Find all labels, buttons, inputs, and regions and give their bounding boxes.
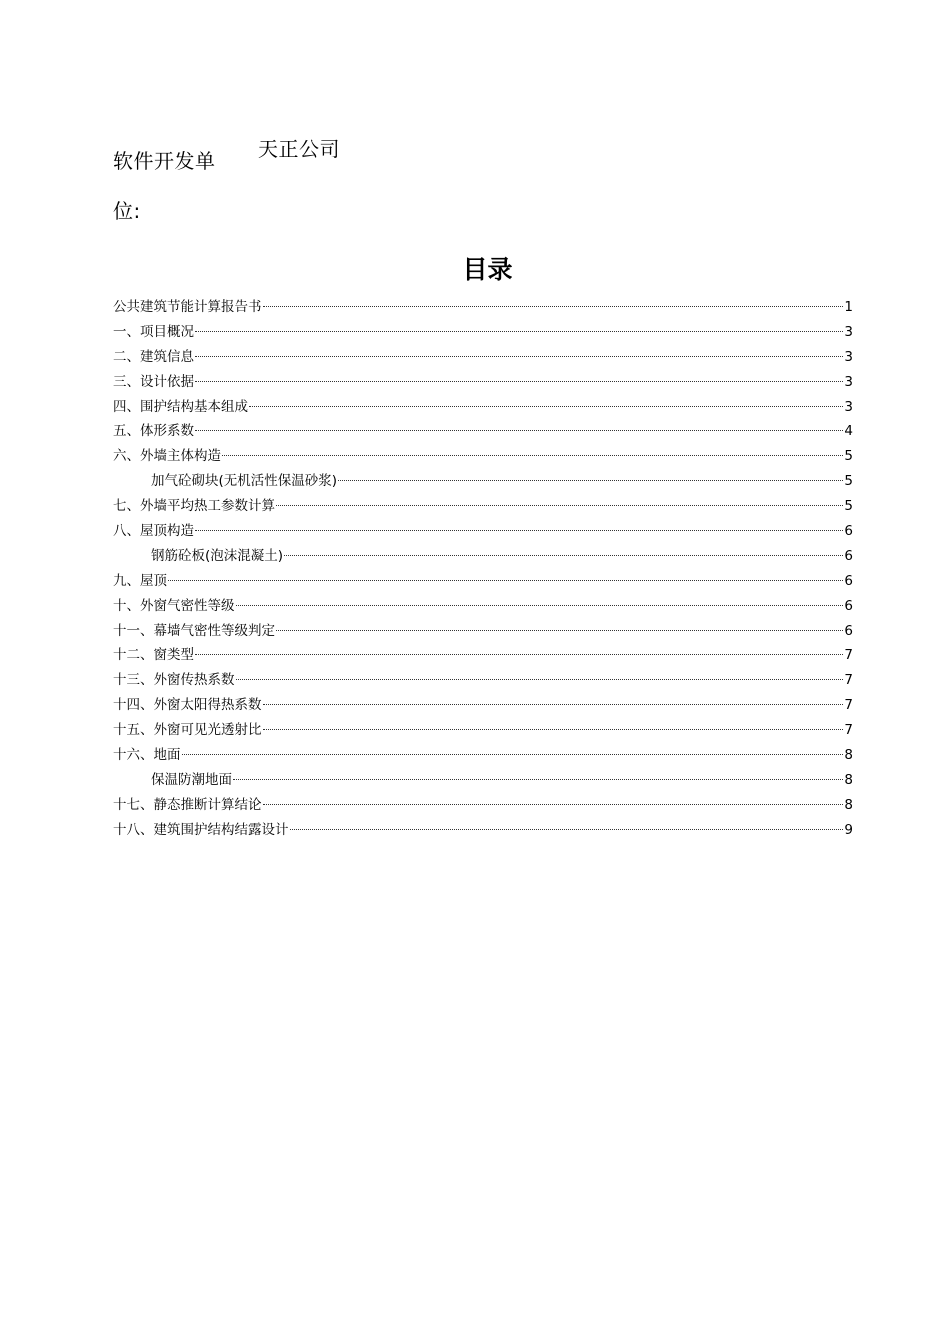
toc-entry-title: 二、建筑信息 xyxy=(113,348,194,365)
toc-entry[interactable] xyxy=(113,295,853,320)
toc-entry[interactable] xyxy=(113,519,853,544)
toc-entry-page: 7 xyxy=(844,722,853,739)
toc-entry-page: 5 xyxy=(844,448,853,465)
toc-dot-leader xyxy=(249,406,843,407)
toc-entry-title: 钢筋砼板(泡沫混凝土) xyxy=(151,547,284,564)
toc-dot-leader xyxy=(263,729,844,730)
toc-dot-leader xyxy=(168,580,843,581)
toc-dot-leader xyxy=(195,331,843,332)
toc-dot-leader xyxy=(263,306,844,307)
toc-dot-leader xyxy=(263,704,844,705)
toc-entry[interactable] xyxy=(113,494,853,519)
toc-dot-leader xyxy=(222,455,843,456)
toc-entry-page: 6 xyxy=(844,622,853,639)
toc-entry-title: 三、设计依据 xyxy=(113,373,194,390)
toc-dot-leader xyxy=(338,480,843,481)
toc-entry-title: 六、外墙主体构造 xyxy=(113,448,221,465)
toc-entry[interactable] xyxy=(113,395,853,420)
toc-dot-leader xyxy=(284,555,843,556)
toc-entry-title: 十五、外窗可见光透射比 xyxy=(113,722,262,739)
toc-entry-page: 5 xyxy=(844,498,853,515)
toc-entry[interactable] xyxy=(113,818,853,843)
toc-entry-title: 十六、地面 xyxy=(113,747,181,764)
toc-entry-page: 4 xyxy=(844,423,853,440)
toc-entry[interactable] xyxy=(113,619,853,644)
toc-dot-leader xyxy=(236,605,844,606)
toc-entry-page: 8 xyxy=(844,771,853,788)
toc-entry-title: 一、项目概况 xyxy=(113,323,194,340)
toc-entry-page: 3 xyxy=(844,373,853,390)
toc-dot-leader xyxy=(263,804,844,805)
toc-entry[interactable] xyxy=(113,419,853,444)
toc-entry-page: 6 xyxy=(844,547,853,564)
toc-dot-leader xyxy=(195,654,843,655)
toc-entry[interactable] xyxy=(113,643,853,668)
toc-entry-title: 八、屋顶构造 xyxy=(113,523,194,540)
toc-entry[interactable] xyxy=(113,320,853,345)
toc-entry-page: 3 xyxy=(844,348,853,365)
toc-entry-title: 十、外窗气密性等级 xyxy=(113,597,235,614)
toc-entry-page: 8 xyxy=(844,747,853,764)
toc-entry-title: 公共建筑节能计算报告书 xyxy=(113,299,262,315)
toc-dot-leader xyxy=(195,356,843,357)
toc-entry-page: 1 xyxy=(844,299,853,315)
toc-entry-page: 7 xyxy=(844,672,853,689)
toc-entry-title: 四、围护结构基本组成 xyxy=(113,398,248,415)
toc-dot-leader xyxy=(276,505,843,506)
toc-entry[interactable] xyxy=(113,569,853,594)
toc-dot-leader xyxy=(195,381,843,382)
toc-title: 目录 xyxy=(462,255,513,284)
toc-entry-page: 5 xyxy=(844,473,853,490)
toc-entry[interactable] xyxy=(113,743,853,768)
toc-entry-title: 十二、窗类型 xyxy=(113,647,194,664)
toc-entry-page: 6 xyxy=(844,572,853,589)
toc-dot-leader xyxy=(236,679,844,680)
developer-value: 天正公司 xyxy=(258,137,340,161)
toc-entry-title: 九、屋顶 xyxy=(113,572,167,589)
toc-entry[interactable] xyxy=(113,444,853,469)
toc-entry[interactable] xyxy=(113,370,853,395)
toc-dot-leader xyxy=(182,754,844,755)
toc-entry[interactable] xyxy=(113,469,853,494)
toc-entry[interactable] xyxy=(113,768,853,793)
toc-entry-page: 7 xyxy=(844,697,853,714)
toc-entry[interactable] xyxy=(113,693,853,718)
toc-entry-title: 保温防潮地面 xyxy=(151,771,232,788)
toc-entry-title: 十三、外窗传热系数 xyxy=(113,672,235,689)
developer-label: 软件开发单位: xyxy=(113,149,216,223)
toc-entry-title: 七、外墙平均热工参数计算 xyxy=(113,498,275,515)
toc-entry-page: 3 xyxy=(844,323,853,340)
toc-entry-title: 五、体形系数 xyxy=(113,423,194,440)
toc-dot-leader xyxy=(195,430,843,431)
toc-entry-title: 十八、建筑围护结构结露设计 xyxy=(113,821,289,838)
toc-entry-title: 十四、外窗太阳得热系数 xyxy=(113,697,262,714)
toc-entry-page: 3 xyxy=(844,398,853,415)
toc-entry[interactable] xyxy=(113,594,853,619)
toc-entry-title: 十七、静态推断计算结论 xyxy=(113,796,262,813)
toc-entry-title: 十一、幕墙气密性等级判定 xyxy=(113,622,275,639)
toc-entry[interactable] xyxy=(113,793,853,818)
toc-entry[interactable] xyxy=(113,668,853,693)
toc-entry-page: 7 xyxy=(844,647,853,664)
toc-dot-leader xyxy=(290,829,844,830)
table-of-contents xyxy=(113,295,853,843)
toc-entry-title: 加气砼砌块(无机活性保温砂浆) xyxy=(151,473,338,490)
toc-dot-leader xyxy=(233,779,843,780)
toc-entry[interactable] xyxy=(113,718,853,743)
toc-entry-page: 6 xyxy=(844,597,853,614)
toc-dot-leader xyxy=(276,630,843,631)
toc-entry[interactable] xyxy=(113,544,853,569)
toc-entry-page: 8 xyxy=(844,796,853,813)
toc-dot-leader xyxy=(195,530,843,531)
toc-entry-page: 6 xyxy=(844,523,853,540)
toc-entry[interactable] xyxy=(113,345,853,370)
toc-entry-page: 9 xyxy=(844,821,853,838)
